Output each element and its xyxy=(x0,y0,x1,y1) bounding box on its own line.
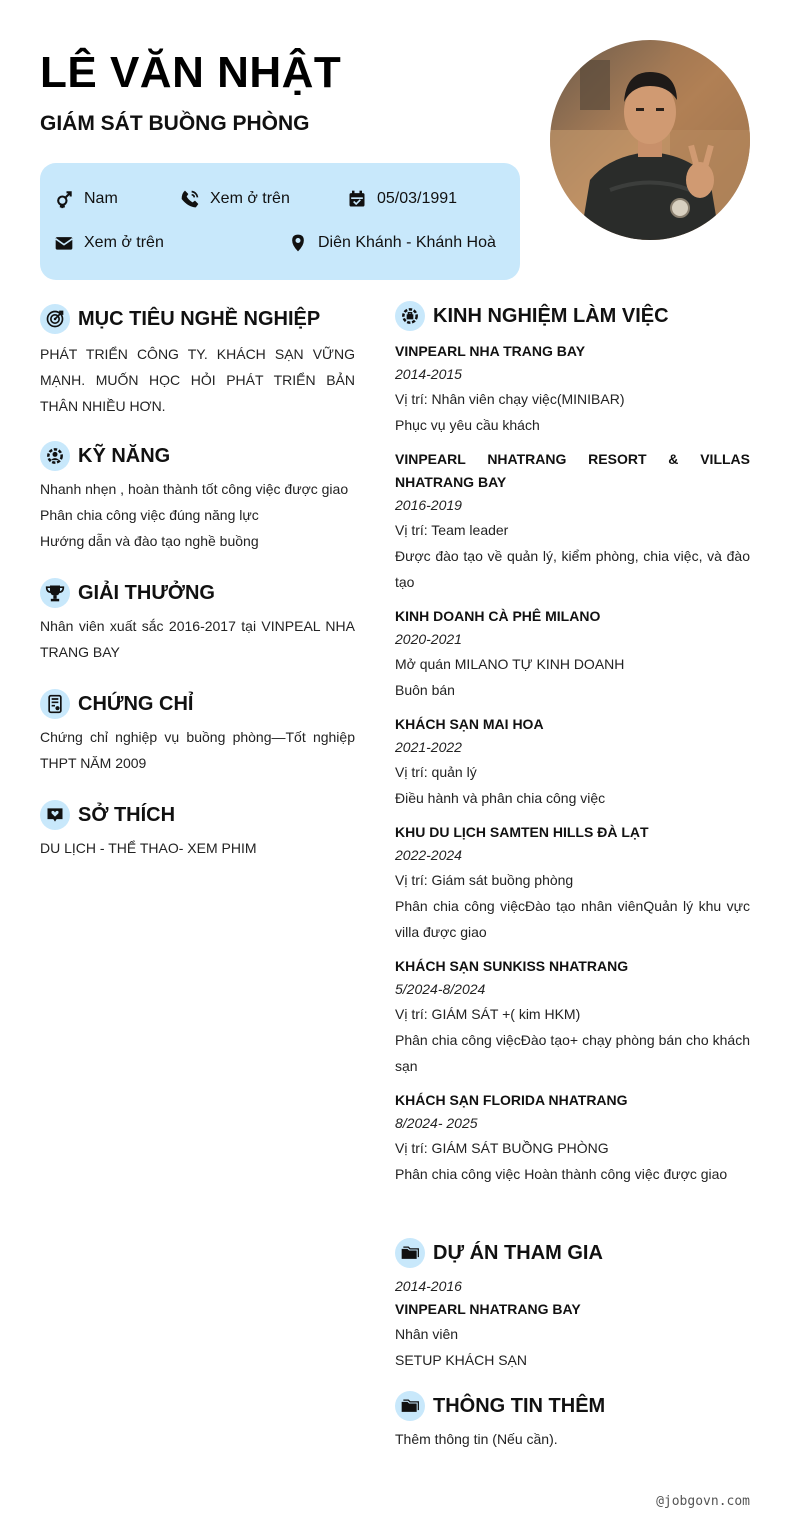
job-position: Vị trí: GIÁM SÁT +( kim HKM) xyxy=(395,1006,581,1022)
phone-icon xyxy=(180,189,200,209)
calendar-icon xyxy=(347,189,367,209)
project-role: Nhân viên xyxy=(395,1326,459,1342)
experience-section xyxy=(395,300,750,1197)
footer-brand: @jobgovn.com xyxy=(656,1494,750,1509)
job-date: 2014-2015 xyxy=(395,366,462,382)
heart-message-icon xyxy=(40,800,70,830)
awards-section xyxy=(40,577,355,665)
job-description: Phân chia công việc Hoàn thành công việc được giao xyxy=(395,1166,728,1182)
job-company: KHÁCH SẠN FLORIDA NHATRANG xyxy=(395,1092,628,1108)
candidate-name: LÊ VĂN NHẬT xyxy=(40,48,342,97)
job-company: KHU DU LỊCH SAMTEN HILLS ĐÀ LẠT xyxy=(395,824,649,840)
job-description: Phục vụ yêu cầu khách xyxy=(395,417,540,433)
hobbies-text: DU LỊCH - THỂ THAO- XEM PHIM xyxy=(40,840,257,856)
project-date: 2014-2016 xyxy=(395,1278,462,1294)
gender-value: Nam xyxy=(84,190,118,207)
briefcase-gear-icon xyxy=(395,301,425,331)
awards-text: Nhân viên xuất sắc 2016-2017 tại VINPEAL NHA TRANG BAY xyxy=(40,618,355,660)
folder-icon xyxy=(395,1391,425,1421)
job-description: Điều hành và phân chia công việc xyxy=(395,790,606,806)
skills-title: KỸ NĂNG xyxy=(78,444,171,467)
gender-icon xyxy=(54,189,74,209)
job-entry xyxy=(395,955,750,1079)
certificates-text: Chứng chỉ nghiệp vụ buồng phòng—Tốt nghiệp THPT NĂM 2009 xyxy=(40,729,355,771)
trophy-icon xyxy=(40,578,70,608)
job-description: Buôn bán xyxy=(395,682,455,698)
job-entry xyxy=(395,340,750,438)
job-date: 2021-2022 xyxy=(395,739,462,755)
skill-item: Hướng dẫn và đào tạo nghề buồng xyxy=(40,533,259,549)
job-entry xyxy=(395,448,750,595)
objective-title: MỤC TIÊU NGHỀ NGHIỆP xyxy=(78,307,321,330)
email-info xyxy=(54,233,164,253)
skill-gear-icon xyxy=(40,441,70,471)
location-pin-icon xyxy=(288,233,308,253)
job-company: VINPEARL NHATRANG RESORT & VILLAS NHATRANG BAY xyxy=(395,451,750,490)
skill-item: Phân chia công việc đúng năng lực xyxy=(40,507,259,523)
job-entry xyxy=(395,1089,750,1187)
extra-info-section xyxy=(395,1390,750,1452)
projects-title: DỰ ÁN THAM GIA xyxy=(433,1241,603,1264)
hobbies-section xyxy=(40,799,355,861)
job-date: 2020-2021 xyxy=(395,631,462,647)
certificates-title: CHỨNG CHỈ xyxy=(78,692,194,715)
email-value: Xem ở trên xyxy=(84,234,164,251)
job-date: 8/2024- 2025 xyxy=(395,1115,478,1131)
email-icon xyxy=(54,233,74,253)
birthday-info xyxy=(347,189,457,209)
target-icon xyxy=(40,304,70,334)
project-name: VINPEARL NHATRANG BAY xyxy=(395,1301,581,1317)
extra-info-title: THÔNG TIN THÊM xyxy=(433,1394,606,1417)
job-company: KHÁCH SẠN SUNKISS NHATRANG xyxy=(395,958,629,974)
objective-text: PHÁT TRIỂN CÔNG TY. KHÁCH SẠN VỮNG MẠNH. MUỐN HỌC HỎI PHÁT TRIỂN BẢN THÂN NHIỀU HƠN. xyxy=(40,346,355,414)
job-position: Vị trí: Team leader xyxy=(395,522,509,538)
address-value: Diên Khánh - Khánh Hoà xyxy=(318,234,496,251)
certificate-icon xyxy=(40,689,70,719)
project-description: SETUP KHÁCH SẠN xyxy=(395,1352,527,1368)
job-position: Vị trí: Giám sát buồng phòng xyxy=(395,872,574,888)
awards-title: GIẢI THƯỞNG xyxy=(78,581,215,604)
experience-title: KINH NGHIỆM LÀM VIỆC xyxy=(433,304,669,327)
job-date: 2022-2024 xyxy=(395,847,462,863)
folder-icon xyxy=(395,1238,425,1268)
job-title: GIÁM SÁT BUỒNG PHÒNG xyxy=(40,112,310,135)
job-description: Phân chia công việcĐào tạo nhân viênQuản lý khu vực villa được giao xyxy=(395,898,750,940)
objective-section xyxy=(40,303,355,419)
gender-info xyxy=(54,189,118,209)
birthday-value: 05/03/1991 xyxy=(377,190,458,207)
job-company: VINPEARL NHA TRANG BAY xyxy=(395,343,586,359)
address-info xyxy=(288,233,496,253)
skill-item: Nhanh nhẹn , hoàn thành tốt công việc được giao xyxy=(40,481,349,497)
hobbies-title: SỞ THÍCH xyxy=(78,803,176,826)
job-entry xyxy=(395,821,750,945)
skills-section xyxy=(40,440,355,554)
job-entry xyxy=(395,605,750,703)
job-position: Mở quán MILANO TỰ KINH DOANH xyxy=(395,656,625,672)
avatar xyxy=(550,40,750,240)
job-position: Vị trí: Nhân viên chạy việc(MINIBAR) xyxy=(395,391,625,407)
phone-value: Xem ở trên xyxy=(210,190,290,207)
certificates-section xyxy=(40,688,355,776)
job-position: Vị trí: quản lý xyxy=(395,764,477,780)
job-date: 5/2024-8/2024 xyxy=(395,981,486,997)
extra-info-text: Thêm thông tin (Nếu cần). xyxy=(395,1431,558,1447)
job-description: Phân chia công việcĐào tạo+ chạy phòng bán cho khách sạn xyxy=(395,1032,750,1074)
job-company: KHÁCH SẠN MAI HOA xyxy=(395,716,544,732)
job-entry xyxy=(395,713,750,811)
job-position: Vị trí: GIÁM SÁT BUỒNG PHÒNG xyxy=(395,1140,609,1156)
avatar-photo xyxy=(550,40,750,240)
job-date: 2016-2019 xyxy=(395,497,462,513)
job-description: Được đào tạo về quản lý, kiểm phòng, chia việc, và đào tạo xyxy=(395,548,750,590)
job-company: KINH DOANH CÀ PHÊ MILANO xyxy=(395,608,601,624)
projects-section xyxy=(395,1237,750,1373)
contact-info-box xyxy=(40,163,520,280)
phone-info xyxy=(180,189,290,209)
